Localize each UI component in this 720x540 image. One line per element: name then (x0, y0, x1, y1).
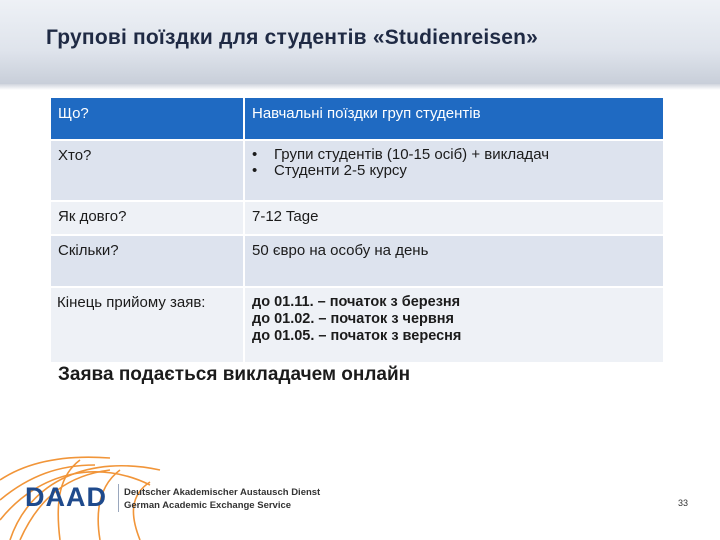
info-table (51, 98, 663, 364)
daad-logo: DAAD (25, 482, 107, 512)
row-value-who (245, 141, 663, 202)
row-label-how-much: Скільки? (51, 236, 245, 288)
table-row (51, 236, 663, 288)
row-label-how-long: Як довго? (51, 202, 245, 236)
table-row (51, 141, 663, 202)
table-row (51, 288, 663, 364)
title-band-shadow (0, 84, 720, 90)
org-name-german: Deutscher Akademischer Austausch Dienst (124, 487, 321, 498)
page-number: 33 (678, 498, 689, 508)
row-label-what: Що? (51, 98, 245, 141)
logo-divider (118, 484, 119, 512)
row-label-who: Хто? (51, 141, 245, 202)
footer (0, 440, 720, 540)
who-bullet-list (252, 147, 656, 179)
org-name-english: German Academic Exchange Service (124, 500, 292, 511)
deadline-line: до 01.02. – початок з червня (252, 311, 455, 327)
row-value-what: Навчальні поїздки груп студентів (245, 98, 663, 141)
row-label-deadline: Кінець прийому заяв: (51, 288, 245, 364)
table-row (51, 202, 663, 236)
list-item: • Студенти 2-5 курсу (274, 163, 656, 179)
slide-title: Групові поїздки для студентів «Studienreisen» (46, 26, 539, 49)
row-value-how-long: 7-12 Tage (245, 202, 663, 236)
row-value-how-much: 50 євро на особу на день (245, 236, 663, 288)
list-item: • Групи студентів (10-15 осіб) + викладач (274, 147, 656, 163)
deadline-line: до 01.11. – початок з березня (252, 294, 461, 310)
row-value-deadline (245, 288, 663, 364)
table-row (51, 98, 663, 141)
application-note: Заява подається викладачем онлайн (58, 364, 411, 385)
deadline-line: до 01.05. – початок з вересня (252, 328, 462, 344)
